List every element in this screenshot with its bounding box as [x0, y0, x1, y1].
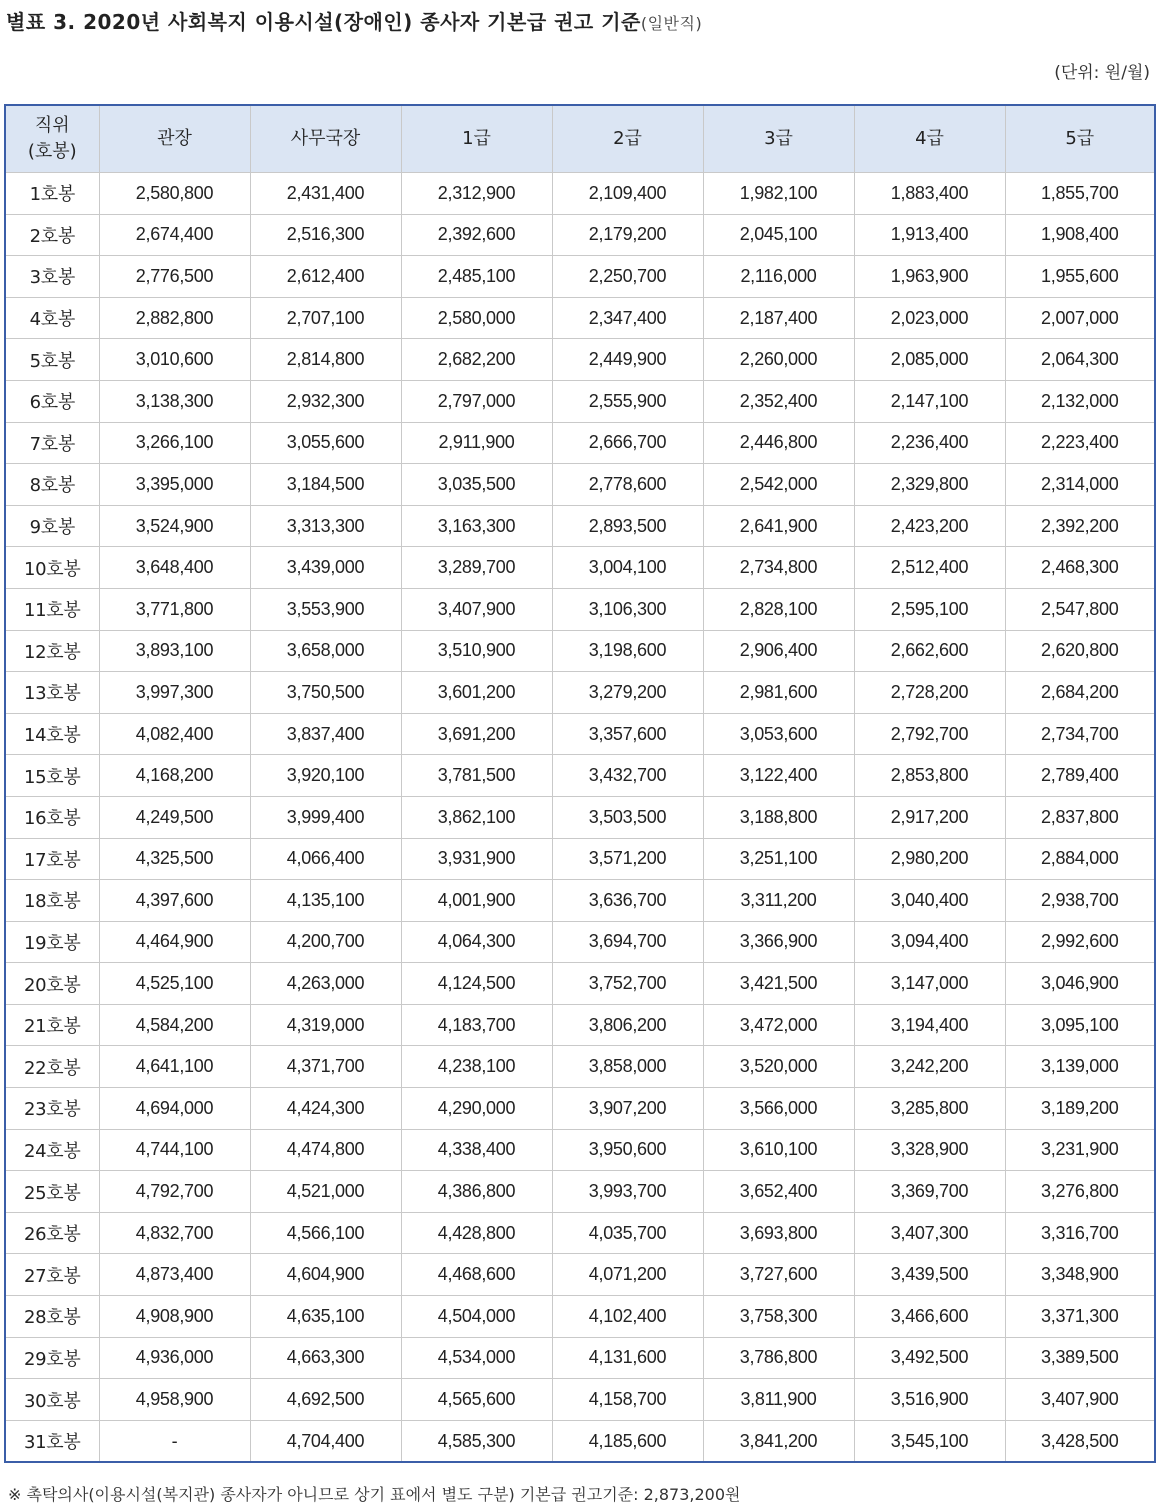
salary-cell: 3,055,600 — [250, 422, 401, 464]
salary-cell: 2,595,100 — [854, 588, 1005, 630]
salary-cell: 3,311,200 — [703, 880, 854, 922]
header-cell: 2급 — [552, 105, 703, 173]
salary-cell: 3,328,900 — [854, 1129, 1005, 1171]
salary-cell: 4,641,100 — [99, 1046, 250, 1088]
salary-cell: 2,468,300 — [1005, 547, 1155, 589]
salary-cell: 2,580,800 — [99, 173, 250, 215]
salary-cell: 3,094,400 — [854, 921, 1005, 963]
table-row — [5, 505, 1155, 547]
table-row — [5, 1337, 1155, 1379]
salary-cell: 2,045,100 — [703, 214, 854, 256]
salary-cell: 2,932,300 — [250, 380, 401, 422]
salary-cell: 2,512,400 — [854, 547, 1005, 589]
salary-cell: 4,694,000 — [99, 1088, 250, 1130]
row-rank-cell: 20호봉 — [5, 963, 99, 1005]
salary-cell: 3,266,100 — [99, 422, 250, 464]
row-rank-cell: 10호봉 — [5, 547, 99, 589]
salary-cell: 3,395,000 — [99, 464, 250, 506]
salary-cell: 1,955,600 — [1005, 256, 1155, 298]
salary-cell: 3,010,600 — [99, 339, 250, 381]
row-rank-cell: 23호봉 — [5, 1088, 99, 1130]
table-row — [5, 838, 1155, 880]
row-rank-cell: 25호봉 — [5, 1171, 99, 1213]
salary-cell: 2,828,100 — [703, 588, 854, 630]
salary-cell: 4,263,000 — [250, 963, 401, 1005]
row-rank-cell: 1호봉 — [5, 173, 99, 215]
header-rank-line1: 직위 — [34, 115, 70, 136]
salary-cell: 2,250,700 — [552, 256, 703, 298]
salary-cell: 4,064,300 — [401, 921, 552, 963]
salary-cell: 2,814,800 — [250, 339, 401, 381]
salary-cell: 1,913,400 — [854, 214, 1005, 256]
salary-cell: 2,612,400 — [250, 256, 401, 298]
salary-cell: 4,958,900 — [99, 1379, 250, 1421]
salary-cell: 3,285,800 — [854, 1088, 1005, 1130]
salary-cell: 4,102,400 — [552, 1296, 703, 1338]
salary-cell: 4,585,300 — [401, 1420, 552, 1462]
table-row — [5, 297, 1155, 339]
salary-cell: 4,468,600 — [401, 1254, 552, 1296]
salary-cell: 3,997,300 — [99, 672, 250, 714]
row-rank-cell: 19호봉 — [5, 921, 99, 963]
salary-cell: 2,347,400 — [552, 297, 703, 339]
salary-cell: 3,428,500 — [1005, 1420, 1155, 1462]
salary-cell: 2,734,700 — [1005, 713, 1155, 755]
salary-cell: 3,369,700 — [854, 1171, 1005, 1213]
salary-cell: 3,837,400 — [250, 713, 401, 755]
salary-cell: 4,185,600 — [552, 1420, 703, 1462]
salary-cell: 2,431,400 — [250, 173, 401, 215]
salary-cell: 3,781,500 — [401, 755, 552, 797]
salary-cell: 4,082,400 — [99, 713, 250, 755]
row-rank-cell: 26호봉 — [5, 1212, 99, 1254]
salary-cell: 3,366,900 — [703, 921, 854, 963]
salary-cell: 3,466,600 — [854, 1296, 1005, 1338]
salary-cell: 2,109,400 — [552, 173, 703, 215]
salary-cell: 2,734,800 — [703, 547, 854, 589]
salary-cell: 4,071,200 — [552, 1254, 703, 1296]
salary-cell: 3,194,400 — [854, 1004, 1005, 1046]
salary-cell: 2,797,000 — [401, 380, 552, 422]
salary-cell: 2,992,600 — [1005, 921, 1155, 963]
salary-cell: 1,855,700 — [1005, 173, 1155, 215]
salary-cell: 3,147,000 — [854, 963, 1005, 1005]
salary-cell: 2,778,600 — [552, 464, 703, 506]
table-row — [5, 339, 1155, 381]
salary-cell: 3,931,900 — [401, 838, 552, 880]
salary-cell: 4,290,000 — [401, 1088, 552, 1130]
salary-cell: 4,744,100 — [99, 1129, 250, 1171]
salary-cell: 2,147,100 — [854, 380, 1005, 422]
salary-cell: 4,001,900 — [401, 880, 552, 922]
salary-cell: 3,858,000 — [552, 1046, 703, 1088]
salary-cell: 3,920,100 — [250, 755, 401, 797]
salary-cell: 2,684,200 — [1005, 672, 1155, 714]
salary-cell: 2,547,800 — [1005, 588, 1155, 630]
header-cell: 관장 — [99, 105, 250, 173]
salary-cell: 3,999,400 — [250, 796, 401, 838]
salary-cell: 3,993,700 — [552, 1171, 703, 1213]
salary-cell: 2,580,000 — [401, 297, 552, 339]
table-row — [5, 1004, 1155, 1046]
row-rank-cell: 27호봉 — [5, 1254, 99, 1296]
salary-cell: 3,163,300 — [401, 505, 552, 547]
salary-cell: 4,249,500 — [99, 796, 250, 838]
salary-cell: 2,314,000 — [1005, 464, 1155, 506]
salary-cell: 2,179,200 — [552, 214, 703, 256]
salary-cell: 3,524,900 — [99, 505, 250, 547]
row-rank-cell: 15호봉 — [5, 755, 99, 797]
salary-cell: 4,035,700 — [552, 1212, 703, 1254]
salary-cell: 2,666,700 — [552, 422, 703, 464]
salary-cell: 3,432,700 — [552, 755, 703, 797]
salary-cell: 2,449,900 — [552, 339, 703, 381]
salary-cell: 2,884,000 — [1005, 838, 1155, 880]
table-row — [5, 1212, 1155, 1254]
salary-cell: 3,862,100 — [401, 796, 552, 838]
table-row — [5, 173, 1155, 215]
salary-cell: 4,183,700 — [401, 1004, 552, 1046]
salary-cell: 3,421,500 — [703, 963, 854, 1005]
salary-cell: 4,371,700 — [250, 1046, 401, 1088]
table-row — [5, 963, 1155, 1005]
row-rank-cell: 24호봉 — [5, 1129, 99, 1171]
salary-table-container — [4, 104, 1154, 1463]
table-row — [5, 214, 1155, 256]
salary-cell: 3,289,700 — [401, 547, 552, 589]
row-rank-cell: 21호봉 — [5, 1004, 99, 1046]
table-row — [5, 588, 1155, 630]
salary-cell: 3,691,200 — [401, 713, 552, 755]
salary-cell: 4,692,500 — [250, 1379, 401, 1421]
salary-cell: 4,504,000 — [401, 1296, 552, 1338]
salary-cell: 2,423,200 — [854, 505, 1005, 547]
salary-cell: 2,116,000 — [703, 256, 854, 298]
salary-cell: 3,122,400 — [703, 755, 854, 797]
salary-cell: 4,200,700 — [250, 921, 401, 963]
row-rank-cell: 29호봉 — [5, 1337, 99, 1379]
row-rank-cell: 13호봉 — [5, 672, 99, 714]
salary-cell: 4,424,300 — [250, 1088, 401, 1130]
salary-cell: 3,040,400 — [854, 880, 1005, 922]
salary-cell: 2,641,900 — [703, 505, 854, 547]
row-rank-cell: 30호봉 — [5, 1379, 99, 1421]
salary-cell: 2,981,600 — [703, 672, 854, 714]
row-rank-cell: 17호봉 — [5, 838, 99, 880]
salary-cell: 3,407,900 — [1005, 1379, 1155, 1421]
salary-cell: 2,792,700 — [854, 713, 1005, 755]
table-row — [5, 880, 1155, 922]
salary-cell: 4,584,200 — [99, 1004, 250, 1046]
salary-cell: 3,389,500 — [1005, 1337, 1155, 1379]
salary-table — [4, 104, 1156, 1463]
row-rank-cell: 8호봉 — [5, 464, 99, 506]
row-rank-cell: 18호봉 — [5, 880, 99, 922]
salary-cell: 3,727,600 — [703, 1254, 854, 1296]
table-body — [5, 173, 1155, 1463]
salary-cell: 2,674,400 — [99, 214, 250, 256]
salary-cell: 4,386,800 — [401, 1171, 552, 1213]
salary-cell: 3,053,600 — [703, 713, 854, 755]
salary-cell: 3,188,800 — [703, 796, 854, 838]
salary-cell: 3,545,100 — [854, 1420, 1005, 1462]
salary-cell: 3,516,900 — [854, 1379, 1005, 1421]
salary-cell: 3,786,800 — [703, 1337, 854, 1379]
salary-cell: 3,184,500 — [250, 464, 401, 506]
table-row — [5, 1296, 1155, 1338]
salary-cell: 2,620,800 — [1005, 630, 1155, 672]
table-row — [5, 713, 1155, 755]
salary-cell: 4,604,900 — [250, 1254, 401, 1296]
header-cell: 4급 — [854, 105, 1005, 173]
salary-cell: 4,566,100 — [250, 1212, 401, 1254]
salary-cell: 2,064,300 — [1005, 339, 1155, 381]
salary-cell: 2,352,400 — [703, 380, 854, 422]
salary-cell: 3,313,300 — [250, 505, 401, 547]
salary-cell: 4,464,900 — [99, 921, 250, 963]
salary-cell: 3,348,900 — [1005, 1254, 1155, 1296]
salary-cell: 4,397,600 — [99, 880, 250, 922]
salary-cell: 3,407,900 — [401, 588, 552, 630]
salary-cell: 2,917,200 — [854, 796, 1005, 838]
salary-cell: 4,792,700 — [99, 1171, 250, 1213]
salary-cell: 4,238,100 — [401, 1046, 552, 1088]
salary-cell: 3,658,000 — [250, 630, 401, 672]
salary-cell: 3,601,200 — [401, 672, 552, 714]
header-cell: 사무국장 — [250, 105, 401, 173]
table-row — [5, 1420, 1155, 1462]
header-cell: 1급 — [401, 105, 552, 173]
salary-cell: 2,007,000 — [1005, 297, 1155, 339]
salary-cell: 2,236,400 — [854, 422, 1005, 464]
salary-cell: 4,525,100 — [99, 963, 250, 1005]
row-rank-cell: 7호봉 — [5, 422, 99, 464]
table-row — [5, 630, 1155, 672]
salary-cell: 3,276,800 — [1005, 1171, 1155, 1213]
salary-cell: 2,485,100 — [401, 256, 552, 298]
salary-cell: 3,893,100 — [99, 630, 250, 672]
table-row — [5, 796, 1155, 838]
salary-cell: 3,106,300 — [552, 588, 703, 630]
table-row — [5, 422, 1155, 464]
table-row — [5, 256, 1155, 298]
row-rank-cell: 28호봉 — [5, 1296, 99, 1338]
table-row — [5, 755, 1155, 797]
salary-cell: 2,662,600 — [854, 630, 1005, 672]
title-subtitle: (일반직) — [640, 14, 703, 33]
salary-cell: 2,392,200 — [1005, 505, 1155, 547]
row-rank-cell: 2호봉 — [5, 214, 99, 256]
salary-cell: 2,728,200 — [854, 672, 1005, 714]
salary-cell: 2,906,400 — [703, 630, 854, 672]
salary-cell: 3,189,200 — [1005, 1088, 1155, 1130]
salary-cell: 2,938,700 — [1005, 880, 1155, 922]
salary-cell: 4,158,700 — [552, 1379, 703, 1421]
salary-cell: 3,553,900 — [250, 588, 401, 630]
salary-cell: 4,534,000 — [401, 1337, 552, 1379]
salary-cell: 3,566,000 — [703, 1088, 854, 1130]
salary-cell: 2,132,000 — [1005, 380, 1155, 422]
salary-cell: 2,882,800 — [99, 297, 250, 339]
salary-cell: 3,357,600 — [552, 713, 703, 755]
salary-cell: 4,936,000 — [99, 1337, 250, 1379]
salary-cell: 3,652,400 — [703, 1171, 854, 1213]
salary-cell: 4,135,100 — [250, 880, 401, 922]
salary-cell: 3,439,500 — [854, 1254, 1005, 1296]
table-row — [5, 921, 1155, 963]
salary-cell: 2,446,800 — [703, 422, 854, 464]
salary-cell: 2,542,000 — [703, 464, 854, 506]
salary-cell: 3,907,200 — [552, 1088, 703, 1130]
row-rank-cell: 6호봉 — [5, 380, 99, 422]
table-row — [5, 1379, 1155, 1421]
salary-cell: 3,750,500 — [250, 672, 401, 714]
salary-cell: 3,138,300 — [99, 380, 250, 422]
document-title — [6, 6, 702, 35]
salary-cell: 4,428,800 — [401, 1212, 552, 1254]
salary-cell: 3,046,900 — [1005, 963, 1155, 1005]
salary-cell: 3,004,100 — [552, 547, 703, 589]
unit-label: (단위: 원/월) — [1054, 63, 1150, 83]
salary-cell: 2,187,400 — [703, 297, 854, 339]
salary-cell: 3,510,900 — [401, 630, 552, 672]
salary-cell: 2,329,800 — [854, 464, 1005, 506]
header-rank — [5, 105, 99, 173]
salary-cell: 4,908,900 — [99, 1296, 250, 1338]
salary-cell: 4,338,400 — [401, 1129, 552, 1171]
row-rank-cell: 14호봉 — [5, 713, 99, 755]
salary-cell: 3,752,700 — [552, 963, 703, 1005]
salary-cell: 4,319,000 — [250, 1004, 401, 1046]
salary-cell: 2,555,900 — [552, 380, 703, 422]
footnote: ※ 촉탁의사(이용시설(복지관) 종사자가 아니므로 상기 표에서 별도 구분) 기본급 권고기준: 2,873,200원 — [8, 1485, 741, 1504]
salary-cell: 2,707,100 — [250, 297, 401, 339]
salary-cell: 3,636,700 — [552, 880, 703, 922]
row-rank-cell: 11호봉 — [5, 588, 99, 630]
salary-cell: 2,392,600 — [401, 214, 552, 256]
salary-cell: 3,758,300 — [703, 1296, 854, 1338]
salary-cell: 2,312,900 — [401, 173, 552, 215]
salary-cell: 1,963,900 — [854, 256, 1005, 298]
row-rank-cell: 9호봉 — [5, 505, 99, 547]
salary-cell: 3,439,000 — [250, 547, 401, 589]
row-rank-cell: 5호봉 — [5, 339, 99, 381]
header-rank-line2: (호봉) — [27, 141, 77, 162]
row-rank-cell: 12호봉 — [5, 630, 99, 672]
salary-cell: 3,610,100 — [703, 1129, 854, 1171]
row-rank-cell: 16호봉 — [5, 796, 99, 838]
salary-cell: 4,565,600 — [401, 1379, 552, 1421]
salary-cell: 3,571,200 — [552, 838, 703, 880]
title-text: 별표 3. 2020년 사회복지 이용시설(장애인) 종사자 기본급 권고 기준 — [6, 10, 641, 34]
salary-cell: 2,853,800 — [854, 755, 1005, 797]
salary-cell: 4,521,000 — [250, 1171, 401, 1213]
salary-cell: 3,811,900 — [703, 1379, 854, 1421]
salary-cell: 4,704,400 — [250, 1420, 401, 1462]
header-row — [5, 105, 1155, 173]
salary-cell: 3,316,700 — [1005, 1212, 1155, 1254]
table-row — [5, 1254, 1155, 1296]
salary-cell: 1,982,100 — [703, 173, 854, 215]
salary-cell: 3,251,100 — [703, 838, 854, 880]
salary-cell: 3,841,200 — [703, 1420, 854, 1462]
salary-cell: 3,950,600 — [552, 1129, 703, 1171]
header-cell: 5급 — [1005, 105, 1155, 173]
table-row — [5, 1088, 1155, 1130]
salary-cell: 3,806,200 — [552, 1004, 703, 1046]
salary-cell: 2,776,500 — [99, 256, 250, 298]
salary-cell: 3,139,000 — [1005, 1046, 1155, 1088]
salary-cell: 4,873,400 — [99, 1254, 250, 1296]
salary-cell: 3,520,000 — [703, 1046, 854, 1088]
table-row — [5, 1129, 1155, 1171]
salary-cell: - — [99, 1420, 250, 1462]
salary-cell: 3,095,100 — [1005, 1004, 1155, 1046]
salary-cell: 1,883,400 — [854, 173, 1005, 215]
table-row — [5, 1171, 1155, 1213]
table-row — [5, 672, 1155, 714]
table-row — [5, 1046, 1155, 1088]
row-rank-cell: 31호봉 — [5, 1420, 99, 1462]
table-row — [5, 380, 1155, 422]
salary-cell: 2,911,900 — [401, 422, 552, 464]
salary-cell: 4,168,200 — [99, 755, 250, 797]
salary-cell: 3,035,500 — [401, 464, 552, 506]
salary-cell: 2,516,300 — [250, 214, 401, 256]
salary-cell: 1,908,400 — [1005, 214, 1155, 256]
salary-cell: 3,407,300 — [854, 1212, 1005, 1254]
salary-cell: 4,124,500 — [401, 963, 552, 1005]
salary-cell: 4,635,100 — [250, 1296, 401, 1338]
salary-cell: 2,260,000 — [703, 339, 854, 381]
salary-cell: 3,472,000 — [703, 1004, 854, 1046]
salary-cell: 4,832,700 — [99, 1212, 250, 1254]
salary-cell: 2,023,000 — [854, 297, 1005, 339]
salary-cell: 3,492,500 — [854, 1337, 1005, 1379]
salary-cell: 2,980,200 — [854, 838, 1005, 880]
row-rank-cell: 3호봉 — [5, 256, 99, 298]
salary-cell: 3,279,200 — [552, 672, 703, 714]
salary-cell: 3,371,300 — [1005, 1296, 1155, 1338]
salary-cell: 3,648,400 — [99, 547, 250, 589]
salary-cell: 3,198,600 — [552, 630, 703, 672]
header-cell: 3급 — [703, 105, 854, 173]
salary-cell: 3,503,500 — [552, 796, 703, 838]
salary-cell: 4,131,600 — [552, 1337, 703, 1379]
salary-cell: 4,663,300 — [250, 1337, 401, 1379]
salary-cell: 2,682,200 — [401, 339, 552, 381]
row-rank-cell: 4호봉 — [5, 297, 99, 339]
salary-cell: 4,325,500 — [99, 838, 250, 880]
salary-cell: 4,066,400 — [250, 838, 401, 880]
row-rank-cell: 22호봉 — [5, 1046, 99, 1088]
salary-cell: 2,893,500 — [552, 505, 703, 547]
salary-cell: 4,474,800 — [250, 1129, 401, 1171]
salary-cell: 3,231,900 — [1005, 1129, 1155, 1171]
salary-cell: 3,771,800 — [99, 588, 250, 630]
salary-cell: 2,085,000 — [854, 339, 1005, 381]
salary-cell: 3,693,800 — [703, 1212, 854, 1254]
salary-cell: 2,837,800 — [1005, 796, 1155, 838]
salary-cell: 3,694,700 — [552, 921, 703, 963]
table-row — [5, 464, 1155, 506]
salary-cell: 3,242,200 — [854, 1046, 1005, 1088]
salary-cell: 2,789,400 — [1005, 755, 1155, 797]
salary-cell: 2,223,400 — [1005, 422, 1155, 464]
table-row — [5, 547, 1155, 589]
